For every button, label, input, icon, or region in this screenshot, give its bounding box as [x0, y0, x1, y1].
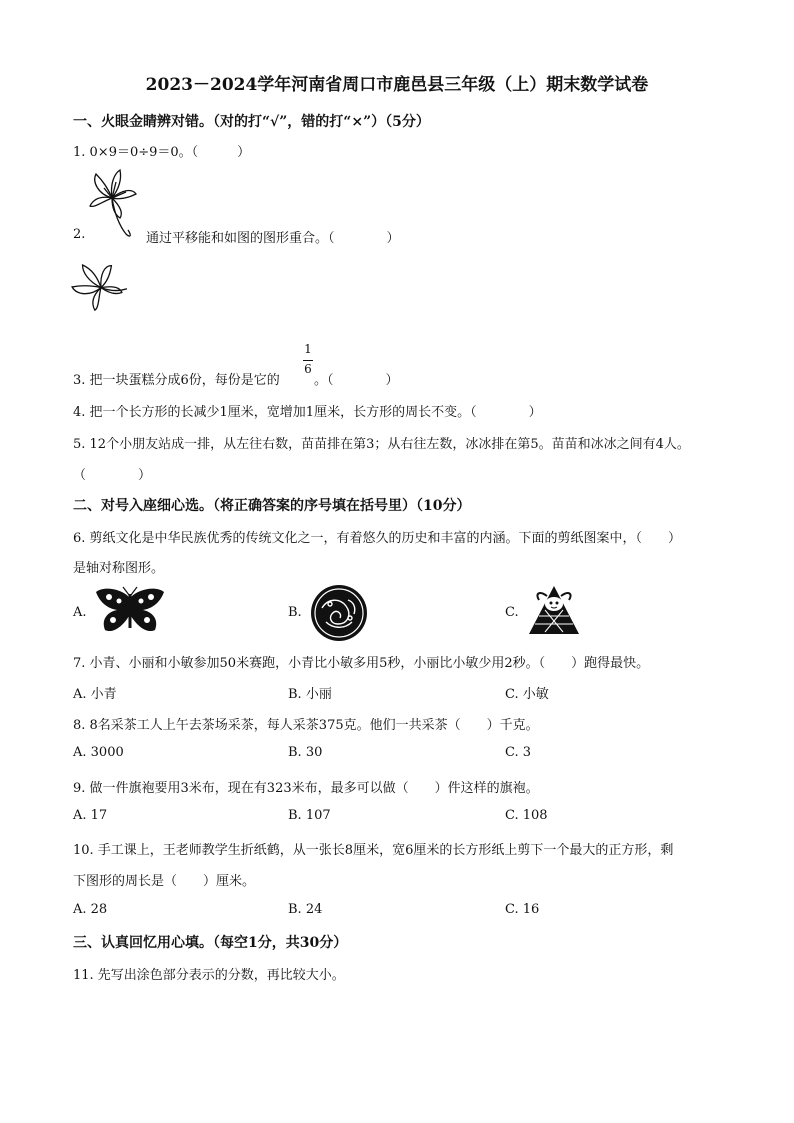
- question-2-text: 通过平移能和如图的图形重合。（ ）: [146, 231, 400, 246]
- question-4: 4. 把一个长方形的长减少1厘米，宽增加1厘米，长方形的周长不变。（ ）: [73, 405, 542, 420]
- option-10c: C. 16: [505, 902, 540, 917]
- question-11: 11. 先写出涂色部分表示的分数，再比较大小。: [73, 968, 345, 983]
- option-8b: B. 30: [288, 745, 323, 760]
- option-9b: B. 107: [288, 808, 331, 823]
- question-10-line-2: 下图形的周长是（ ）厘米。: [73, 874, 256, 889]
- lily-figure-original: [88, 168, 138, 240]
- option-7a: A. 小青: [73, 687, 117, 702]
- option-7b: B. 小丽: [288, 687, 332, 702]
- question-8: 8. 8名采茶工人上午去茶场采茶，每人采茶375克。他们一共采茶（ ）千克。: [73, 718, 539, 733]
- question-6-line-2: 是轴对称图形。: [73, 561, 165, 576]
- question-5-line-2: （ ）: [73, 468, 152, 483]
- question-1: 1. 0×9＝0÷9＝0。（ ）: [73, 145, 251, 160]
- page-title: 2023－2024学年河南省周口市鹿邑县三年级（上）期末数学试卷: [145, 75, 649, 95]
- question-3-text: 3. 把一块蛋糕分成6份，每份是它的: [73, 373, 280, 388]
- option-9c: C. 108: [505, 808, 548, 823]
- section-1-heading: 一、火眼金睛辨对错。（对的打“√”，错的打“×”）（5分）: [73, 114, 430, 130]
- question-9: 9. 做一件旗袍要用3米布，现在有323米布，最多可以做（ ）件这样的旗袍。: [73, 781, 539, 796]
- question-3-answer-blank: 。（ ）: [314, 373, 399, 388]
- question-10-line-1: 10. 手工课上，王老师教学生折纸鹤，从一张长8厘米，宽6厘米的长方形纸上剪下一个最大的正方形，剩: [73, 843, 674, 858]
- question-2-number: 2.: [73, 227, 86, 242]
- fraction-numerator: 1: [304, 342, 312, 356]
- option-6a-label: A.: [73, 605, 87, 620]
- option-8a: A. 3000: [73, 745, 124, 760]
- option-7c: C. 小敏: [505, 687, 549, 702]
- option-10b: B. 24: [288, 902, 323, 917]
- fraction-bar: [303, 360, 313, 361]
- section-2-heading: 二、对号入座细心选。（将正确答案的序号填在括号里）（10分）: [73, 498, 471, 514]
- round-dragon-papercut-image: [310, 584, 368, 642]
- question-7: 7. 小青、小丽和小敏参加50米赛跑，小青比小敏多用5秒，小丽比小敏少用2秒。（ ）跑得最快。: [73, 656, 650, 671]
- question-6-line-1: 6. 剪纸文化是中华民族优秀的传统文化之一，有着悠久的历史和丰富的内涵。下面的剪纸图案中，（ ）: [73, 531, 682, 546]
- zongzi-papercut-image: [525, 582, 583, 640]
- option-9a: A. 17: [73, 808, 108, 823]
- lily-figure-rotated: [72, 254, 130, 314]
- butterfly-papercut-image: [93, 586, 167, 638]
- section-3-heading: 三、认真回忆用心填。（每空1分，共30分）: [73, 935, 348, 951]
- option-8c: C. 3: [505, 745, 532, 760]
- question-5-line-1: 5. 12个小朋友站成一排，从左往右数，苗苗排在第3；从右往左数，冰冰排在第5。苗苗和冰冰之间有4人。: [73, 437, 690, 452]
- option-10a: A. 28: [73, 902, 108, 917]
- option-6b-label: B.: [288, 605, 302, 620]
- fraction-denominator: 6: [304, 362, 312, 376]
- option-6c-label: C.: [505, 605, 519, 620]
